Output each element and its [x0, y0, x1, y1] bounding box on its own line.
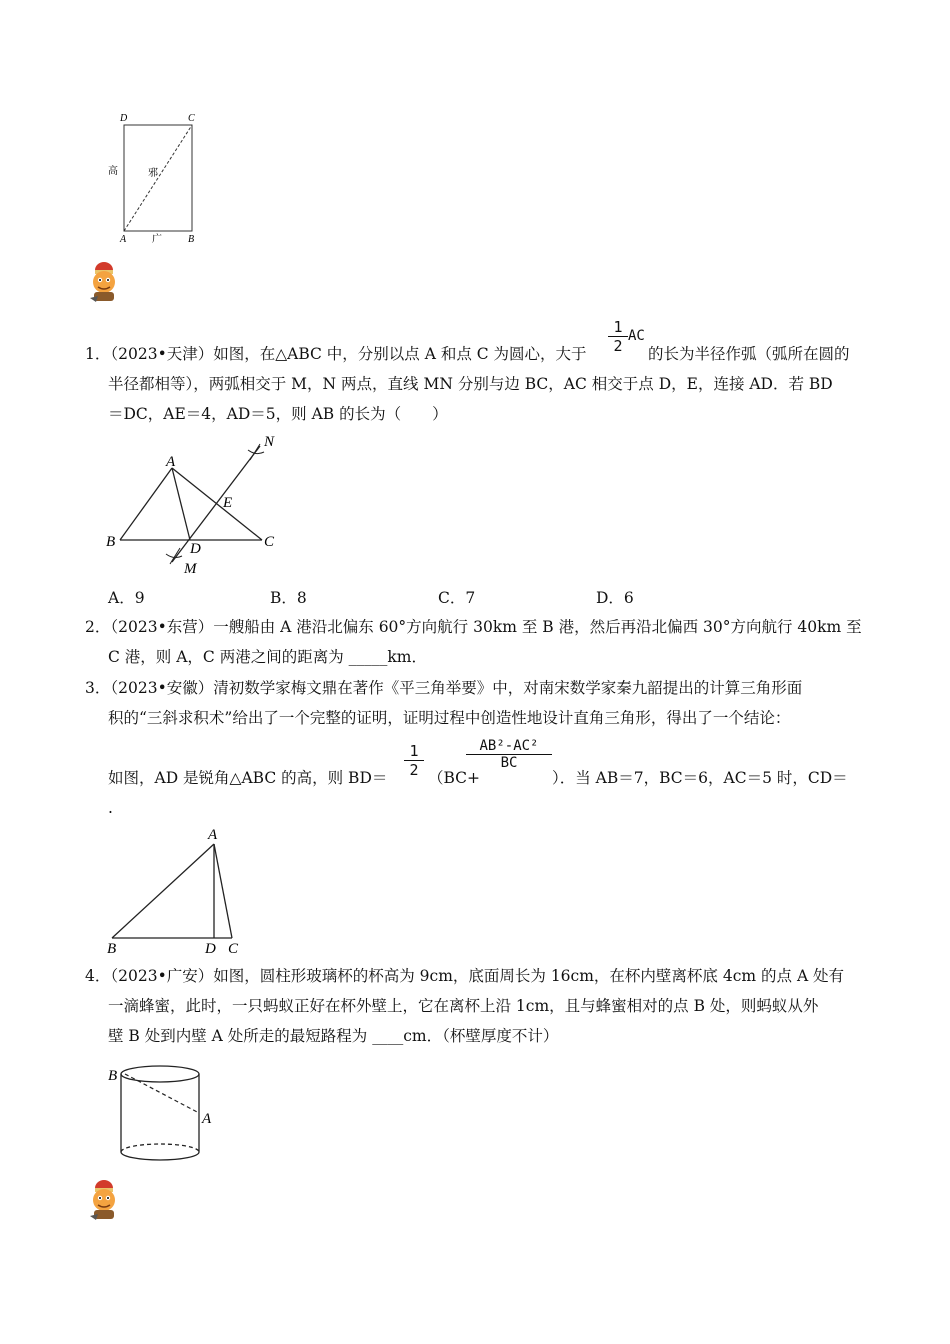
q3-text-3a: 如图，AD 是锐角△ABC 的高，则 BD＝	[108, 769, 388, 787]
q1-choice-a[interactable]: A．9	[108, 589, 145, 607]
label-C: C	[264, 534, 275, 550]
label-C: C	[228, 941, 239, 956]
rectangle-figure	[100, 108, 210, 248]
label-A: A	[202, 1111, 212, 1127]
q3-fraction-big: $\frac{\text{AB²-AC²}}{BC}$	[466, 738, 552, 771]
q1-number: 1．	[85, 345, 111, 363]
q3-triangle-figure	[100, 822, 250, 956]
label-B: B	[106, 534, 116, 550]
q4-source: （2023•广安）	[110, 967, 214, 985]
pencil-mascot-icon	[84, 1176, 124, 1222]
q1-fraction-tail: AC	[628, 328, 645, 344]
label-A: A	[208, 827, 218, 843]
label-D: D	[190, 541, 201, 557]
q1-text-3: ＝DC，AE＝4，AD＝5，则 AB 的长为（ ）	[108, 405, 448, 423]
q3-text-1: 清初数学家梅文鼎在著作《平三角举要》中，对南宋数学家秦九韶提出的计算三角形面	[213, 679, 803, 697]
q3-number: 3．	[85, 679, 111, 697]
label-B: B	[188, 234, 195, 245]
q1-choice-c[interactable]: C．7	[438, 589, 476, 607]
label-D: D	[205, 941, 216, 956]
q1-text-1b: 的长为半径作弧（弧所在圆的	[648, 345, 850, 363]
q2-text-1: 一艘船由 A 港沿北偏东 60°方向航行 30km 至 B 港，然后再沿北偏西 30°方向航行 40km 至	[213, 618, 862, 636]
q4-number: 4．	[85, 967, 111, 985]
q3-text-3c: ）．当 AB＝7，BC＝6，AC＝5 时，CD＝	[552, 769, 848, 787]
q3-fraction-half: $\frac{1}{2}$	[404, 742, 424, 779]
q3-text-3b: （BC+	[428, 769, 481, 787]
q1-choice-b[interactable]: B．8	[270, 589, 307, 607]
q4-text-2: 一滴蜂蜜，此时，一只蚂蚁正好在杯外壁上，它在离杯上沿 1cm，且与蜂蜜相对的点 B 处，则蚂蚁从外	[108, 997, 819, 1015]
label-guang: 广	[152, 234, 162, 245]
q3-text-4: .	[108, 799, 113, 817]
label-A: A	[166, 454, 176, 470]
label-C: C	[188, 113, 195, 124]
label-M: M	[184, 561, 197, 577]
q2-number: 2．	[85, 618, 111, 636]
q1-triangle-figure	[100, 430, 290, 578]
q3-source: （2023•安徽）	[110, 679, 214, 697]
q1-source: （2023•天津）	[110, 345, 214, 363]
q4-text-1: 如图，圆柱形玻璃杯的杯高为 9cm，底面周长为 16cm，在杯内壁离杯底 4cm 的点 A 处有	[213, 967, 845, 985]
q2-source: （2023•东营）	[110, 618, 214, 636]
pencil-mascot-icon	[84, 258, 124, 304]
label-B: B	[107, 941, 117, 956]
label-D: D	[120, 113, 128, 124]
label-gao: 高	[108, 166, 118, 177]
q4-text-3: 壁 B 处到内壁 A 处所走的最短路程为 ____cm．（杯壁厚度不计）	[108, 1027, 559, 1045]
q1-text-2: 半径都相等），两弧相交于 M，N 两点，直线 MN 分别与边 BC，AC 相交于点 D，E，连接 AD．若 BD	[108, 375, 833, 393]
label-N: N	[264, 434, 275, 450]
q2-text-2: C 港，则 A，C 两港之间的距离为 _____km．	[108, 648, 427, 666]
q3-text-2: 积的“三斜求积术”给出了一个完整的证明，证明过程中创造性地设计直角三角形，得出了一个结论：	[108, 709, 791, 727]
label-E: E	[223, 495, 233, 511]
q1-fraction: $\frac{1}{2}$	[608, 318, 628, 355]
label-A: A	[120, 234, 127, 245]
q4-cylinder-figure	[100, 1058, 230, 1170]
q1-text-1a: 如图，在△ABC 中，分别以点 A 和点 C 为圆心，大于	[213, 345, 587, 363]
label-B: B	[108, 1068, 118, 1084]
q1-choice-d[interactable]: D．6	[596, 589, 634, 607]
label-xie: 邪	[148, 168, 158, 179]
